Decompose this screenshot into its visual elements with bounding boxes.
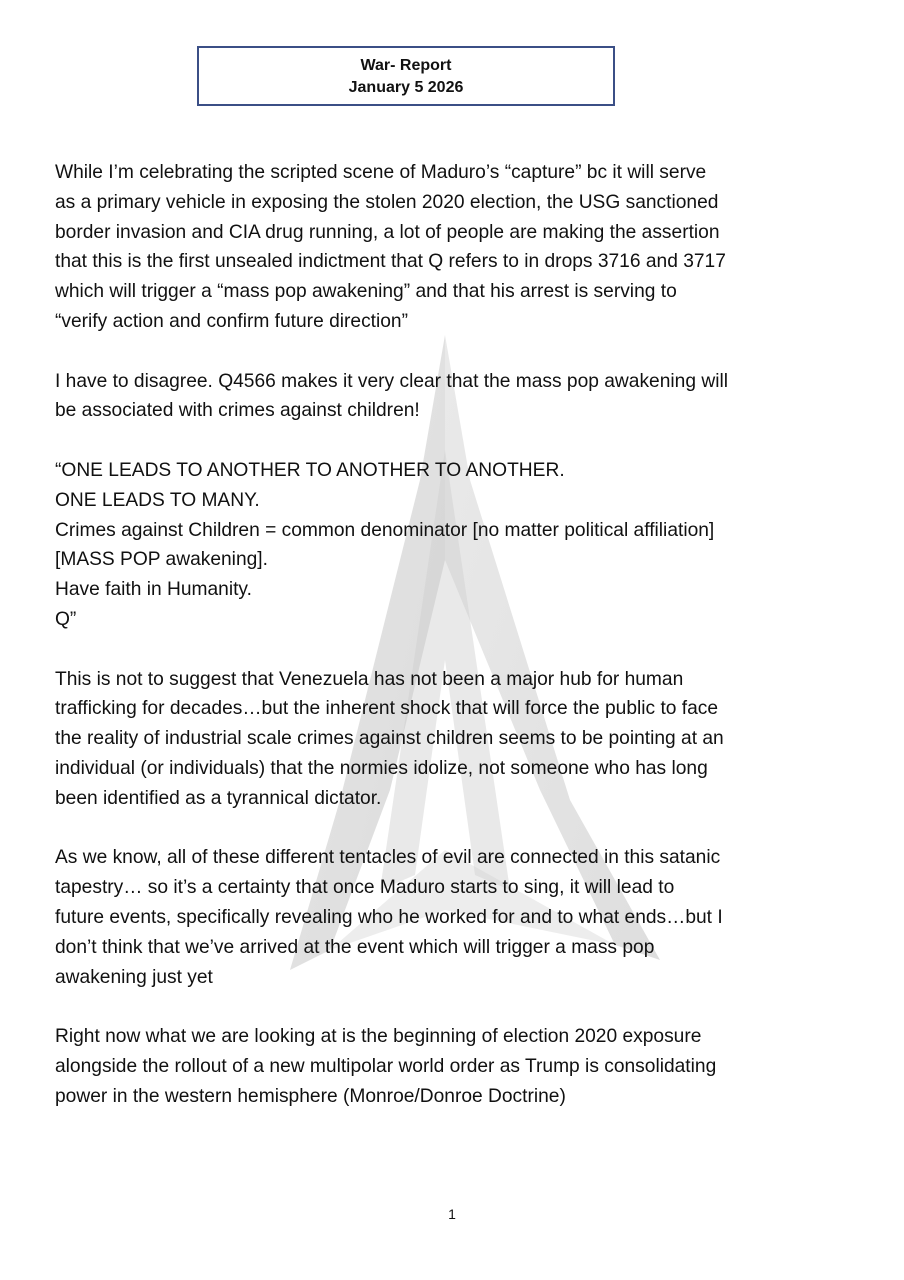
report-title-box bbox=[197, 46, 615, 106]
text-line: which will trigger a “mass pop awakening” and that his arrest is serving to bbox=[55, 281, 677, 303]
paragraph-venezuela bbox=[55, 665, 855, 814]
text-line: individual (or individuals) that the normies idolize, not someone who has long bbox=[55, 757, 708, 779]
text-line: Right now what we are looking at is the beginning of election 2020 exposure bbox=[55, 1026, 702, 1048]
text-line: alongside the rollout of a new multipolar world order as Trump is consolidating bbox=[55, 1055, 717, 1077]
report-body bbox=[55, 158, 855, 1141]
text-line: border invasion and CIA drug running, a lot of people are making the assertion bbox=[55, 221, 720, 243]
text-line: future events, specifically revealing who he worked for and to what ends…but I bbox=[55, 906, 723, 928]
text-line: This is not to suggest that Venezuela has not been a major hub for human bbox=[55, 668, 684, 690]
page-number: 1 bbox=[448, 1206, 456, 1222]
text-line: As we know, all of these different tentacles of evil are connected in this satanic bbox=[55, 847, 721, 869]
paragraph-quote bbox=[55, 456, 855, 635]
paragraph-intro bbox=[55, 158, 855, 337]
report-title: War- Report bbox=[360, 57, 452, 74]
text-line: tapestry… so it’s a certainty that once Maduro starts to sing, it will lead to bbox=[55, 877, 675, 899]
paragraph-tentacles bbox=[55, 843, 855, 992]
text-line: I have to disagree. Q4566 makes it very clear that the mass pop awakening will bbox=[55, 370, 728, 392]
text-line: been identified as a tyrannical dictator. bbox=[55, 787, 382, 809]
text-line: “verify action and confirm future direction” bbox=[55, 310, 408, 332]
text-line: trafficking for decades…but the inherent shock that will force the public to face bbox=[55, 698, 719, 720]
text-line: don’t think that we’ve arrived at the event which will trigger a mass pop bbox=[55, 936, 655, 958]
text-line: as a primary vehicle in exposing the stolen 2020 election, the USG sanctioned bbox=[55, 191, 719, 213]
text-line: be associated with crimes against children! bbox=[55, 400, 420, 422]
report-date: January 5 2026 bbox=[348, 79, 464, 96]
quote-line: Q” bbox=[55, 608, 77, 630]
text-line: awakening just yet bbox=[55, 966, 213, 988]
text-line: that this is the first unsealed indictment that Q refers to in drops 3716 and 3717 bbox=[55, 251, 726, 273]
quote-line: Crimes against Children = common denominator [no matter political affiliation] bbox=[55, 519, 715, 541]
quote-line: ONE LEADS TO MANY. bbox=[55, 489, 260, 511]
quote-line: Have faith in Humanity. bbox=[55, 579, 252, 601]
text-line: the reality of industrial scale crimes against children seems to be pointing at an bbox=[55, 728, 724, 750]
text-line: While I’m celebrating the scripted scene of Maduro’s “capture” bc it will serve bbox=[55, 162, 707, 183]
quote-line: [MASS POP awakening]. bbox=[55, 549, 268, 571]
text-line: power in the western hemisphere (Monroe/Donroe Doctrine) bbox=[55, 1085, 566, 1107]
paragraph-right-now bbox=[55, 1022, 855, 1111]
quote-line: “ONE LEADS TO ANOTHER TO ANOTHER TO ANOTHER. bbox=[55, 459, 565, 481]
paragraph-disagree bbox=[55, 367, 855, 427]
